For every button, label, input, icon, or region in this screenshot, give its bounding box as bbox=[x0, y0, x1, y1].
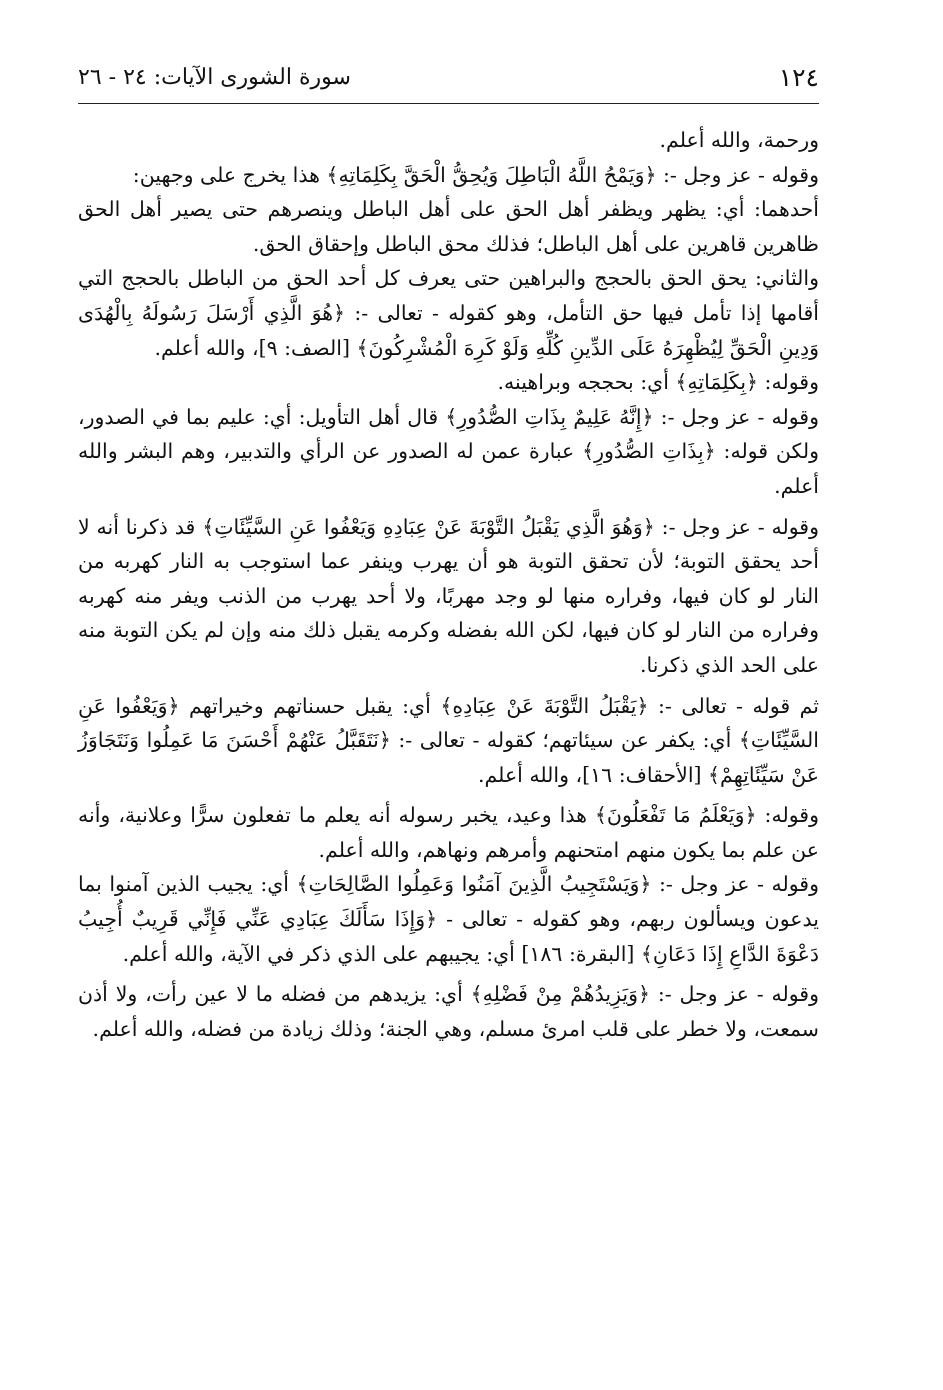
paragraph: أحدهما: أي: يظهر ويظفر أهل الحق على أهل الباطل وينصرهم حتى يصير أهل الحق ظاهرين قاهرين على أهل الباطل؛ فذلك محق الباطل وإحقاق الحق. bbox=[78, 197, 819, 256]
paragraph: ثم قوله - تعالى -: ﴿يَقْبَلُ التَّوْبَةَ عَنْ عِبَادِهِ﴾ أي: يقبل حسناتهم وخيراتهم ﴿وَيَعْفُوا عَنِ السَّيِّئَاتِ﴾ أي: يكفر عن سيئاتهم؛ كقوله - تعالى -: ﴿نَتَقَبَّلُ عَنْهُمْ أَحْسَنَ مَا عَمِلُوا وَنَتَجَاوَزُ عَنْ سَيِّئَاتِهِمْ﴾ [الأحقاف: ١٦]، والله أعلم. bbox=[78, 693, 819, 787]
paragraph: ورحمة، والله أعلم. bbox=[659, 128, 819, 152]
body-text bbox=[78, 123, 819, 1046]
paragraph: وقوله - عز وجل -: ﴿وَيَمْحُ اللَّهُ الْبَاطِلَ وَيُحِقُّ الْحَقَّ بِكَلِمَاتِهِ﴾ هذا يخرج على وجهين: bbox=[132, 162, 819, 187]
paragraph: وقوله: ﴿وَيَعْلَمُ مَا تَفْعَلُونَ﴾ هذا وعيد، يخبر رسوله أنه يعلم ما تفعلون سرًّا وعلانية، وأنه عن علم بما يكون منهم امتحنهم وأمرهم ونهاهم، والله أعلم. bbox=[78, 803, 819, 862]
paragraph: وقوله - عز وجل -: ﴿وَهُوَ الَّذِي يَقْبَلُ التَّوْبَةَ عَنْ عِبَادِهِ وَيَعْفُوا عَنِ السَّيِّئَاتِ﴾ قد ذكرنا أنه لا أحد يحقق التوبة؛ لأن تحقق التوبة هو أن يهرب وينفر عما استوجب به النار كهربه من النار لو كان فيها، وفراره منها لو وجد مهربًا، ولا أحد يهرب من الذنب ويفر منه كهربه وفراره من النار لو كان فيها، لكن الله بفضله وكرمه يقبل ذلك منه وإن لم يكن التوبة منه على الحد الذي ذكرنا. bbox=[78, 514, 819, 677]
paragraph: والثاني: يحق الحق بالحجج والبراهين حتى يعرف كل أحد الحق من الباطل بالحجج التي أقامها إذا تأمل فيها حق التأمل، وهو كقوله - تعالى -: ﴿هُوَ الَّذِي أَرْسَلَ رَسُولَهُ بِالْهُدَى وَدِينِ الْحَقِّ لِيُظْهِرَهُ عَلَى الدِّينِ كُلِّهِ وَلَوْ كَرِهَ الْمُشْرِكُونَ﴾ [الصف: ٩]، والله أعلم. bbox=[78, 266, 819, 360]
paragraph: وقوله - عز وجل -: ﴿وَيَسْتَجِيبُ الَّذِينَ آمَنُوا وَعَمِلُوا الصَّالِحَاتِ﴾ أي: يجيب الذين آمنوا بما يدعون ويسألون ربهم، وهو كقوله - تعالى - ﴿وَإِذَا سَأَلَكَ عِبَادِي عَنِّي فَإِنِّي قَرِيبٌ أُجِيبُ دَعْوَةَ الدَّاعِ إِذَا دَعَانِ﴾ [البقرة: ١٨٦] أي: يجيبهم على الذي ذكر في الآية، والله أعلم. bbox=[78, 872, 819, 966]
page-number: ١٢٤ bbox=[778, 63, 819, 92]
paragraph: وقوله: ﴿بِكَلِمَاتِهِ﴾ أي: بحججه وبراهينه. bbox=[497, 370, 819, 395]
paragraph: وقوله - عز وجل -: ﴿وَيَزِيدُهُمْ مِنْ فَضْلِهِ﴾ أي: يزيدهم من فضله ما لا عين رأت، ولا أذن سمعت، ولا خطر على قلب امرئ مسلم، وهي الجنة؛ وذلك زيادة من فضله، والله أعلم. bbox=[78, 982, 819, 1041]
surah-title: سورة الشورى الآيات: ٢٤ - ٢٦ bbox=[78, 65, 351, 90]
header-divider bbox=[78, 103, 819, 104]
paragraph: وقوله - عز وجل -: ﴿إِنَّهُ عَلِيمٌ بِذَاتِ الصُّدُورِ﴾ قال أهل التأويل: أي: عليم بما في الصدور، ولكن قوله: ﴿بِذَاتِ الصُّدُورِ﴾ عبارة عمن له الصدور عن الرأي والتدبير، وهم البشر والله أعلم. bbox=[78, 404, 819, 498]
page-header bbox=[78, 60, 819, 96]
